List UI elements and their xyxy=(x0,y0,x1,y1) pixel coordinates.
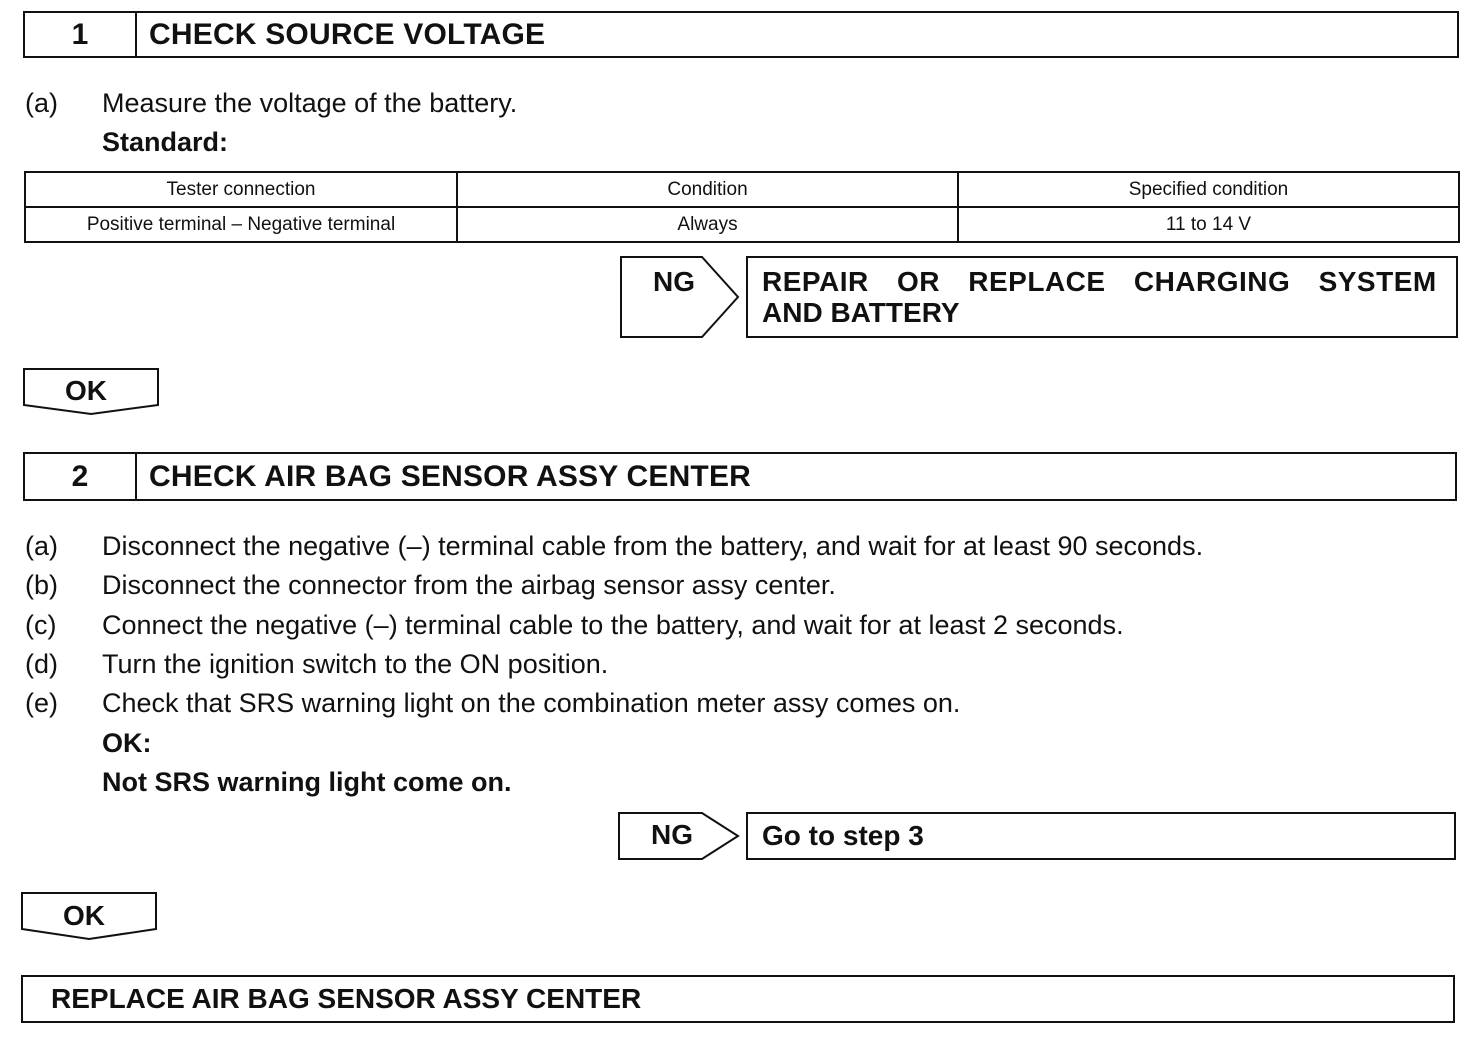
step-1-ng-branch xyxy=(620,256,1460,338)
ng-result-line-1: REPAIR OR REPLACE CHARGING SYSTEM xyxy=(762,266,1437,297)
table-cell: Positive terminal – Negative terminal xyxy=(25,207,457,242)
instruction-text: Turn the ignition switch to the ON position. xyxy=(102,649,609,679)
instruction-text: Disconnect the negative (–) terminal cable from the battery, and wait for at least 90 seconds. xyxy=(102,531,1204,561)
ng-result-box xyxy=(746,812,1456,860)
instruction-text: Check that SRS warning light on the combination meter assy comes on. xyxy=(102,688,961,718)
step-1-header xyxy=(23,11,1459,58)
ng-label: NG xyxy=(653,266,695,297)
table-cell: 11 to 14 V xyxy=(958,207,1459,242)
final-step-title: REPLACE AIR BAG SENSOR ASSY CENTER xyxy=(51,983,642,1014)
step-2-header xyxy=(23,452,1457,501)
standard-label: Standard: xyxy=(102,127,229,157)
instruction-label: (d) xyxy=(25,649,58,679)
ok-criteria-text: Not SRS warning light come on. xyxy=(102,767,512,797)
step-2-title: CHECK AIR BAG SENSOR ASSY CENTER xyxy=(149,459,752,493)
step-2-number: 2 xyxy=(25,454,137,499)
table-header-cell: Tester connection xyxy=(25,172,457,207)
table-cell: Always xyxy=(457,207,958,242)
ng-result-line-2: AND BATTERY xyxy=(762,297,960,328)
ng-label: NG xyxy=(651,819,693,850)
step-2-ok-branch xyxy=(21,892,159,942)
specification-table xyxy=(24,171,1460,243)
step-2-ng-branch xyxy=(618,812,1458,860)
table-header-row xyxy=(25,172,1459,207)
table-row xyxy=(25,207,1459,242)
instruction-label: (b) xyxy=(25,570,58,600)
ok-label: OK xyxy=(63,900,105,931)
instruction-text: Disconnect the connector from the airbag sensor assy center. xyxy=(102,570,836,600)
step-1-ok-branch xyxy=(23,368,161,416)
ng-result-box xyxy=(746,256,1458,338)
ok-criteria-label: OK: xyxy=(102,728,152,758)
instruction-label: (a) xyxy=(25,88,58,118)
table-header-cell: Condition xyxy=(457,172,958,207)
step-1-title: CHECK SOURCE VOLTAGE xyxy=(149,17,546,51)
step-1-number: 1 xyxy=(25,13,137,56)
final-step-box xyxy=(21,975,1455,1023)
ok-label: OK xyxy=(65,375,107,406)
instruction-label: (c) xyxy=(25,610,57,640)
instruction-label: (e) xyxy=(25,688,58,718)
instruction-text: Connect the negative (–) terminal cable to the battery, and wait for at least 2 seconds. xyxy=(102,610,1124,640)
instruction-label: (a) xyxy=(25,531,58,561)
instruction-text: Measure the voltage of the battery. xyxy=(102,88,518,118)
ng-result-text: Go to step 3 xyxy=(762,820,924,851)
table-header-cell: Specified condition xyxy=(958,172,1459,207)
